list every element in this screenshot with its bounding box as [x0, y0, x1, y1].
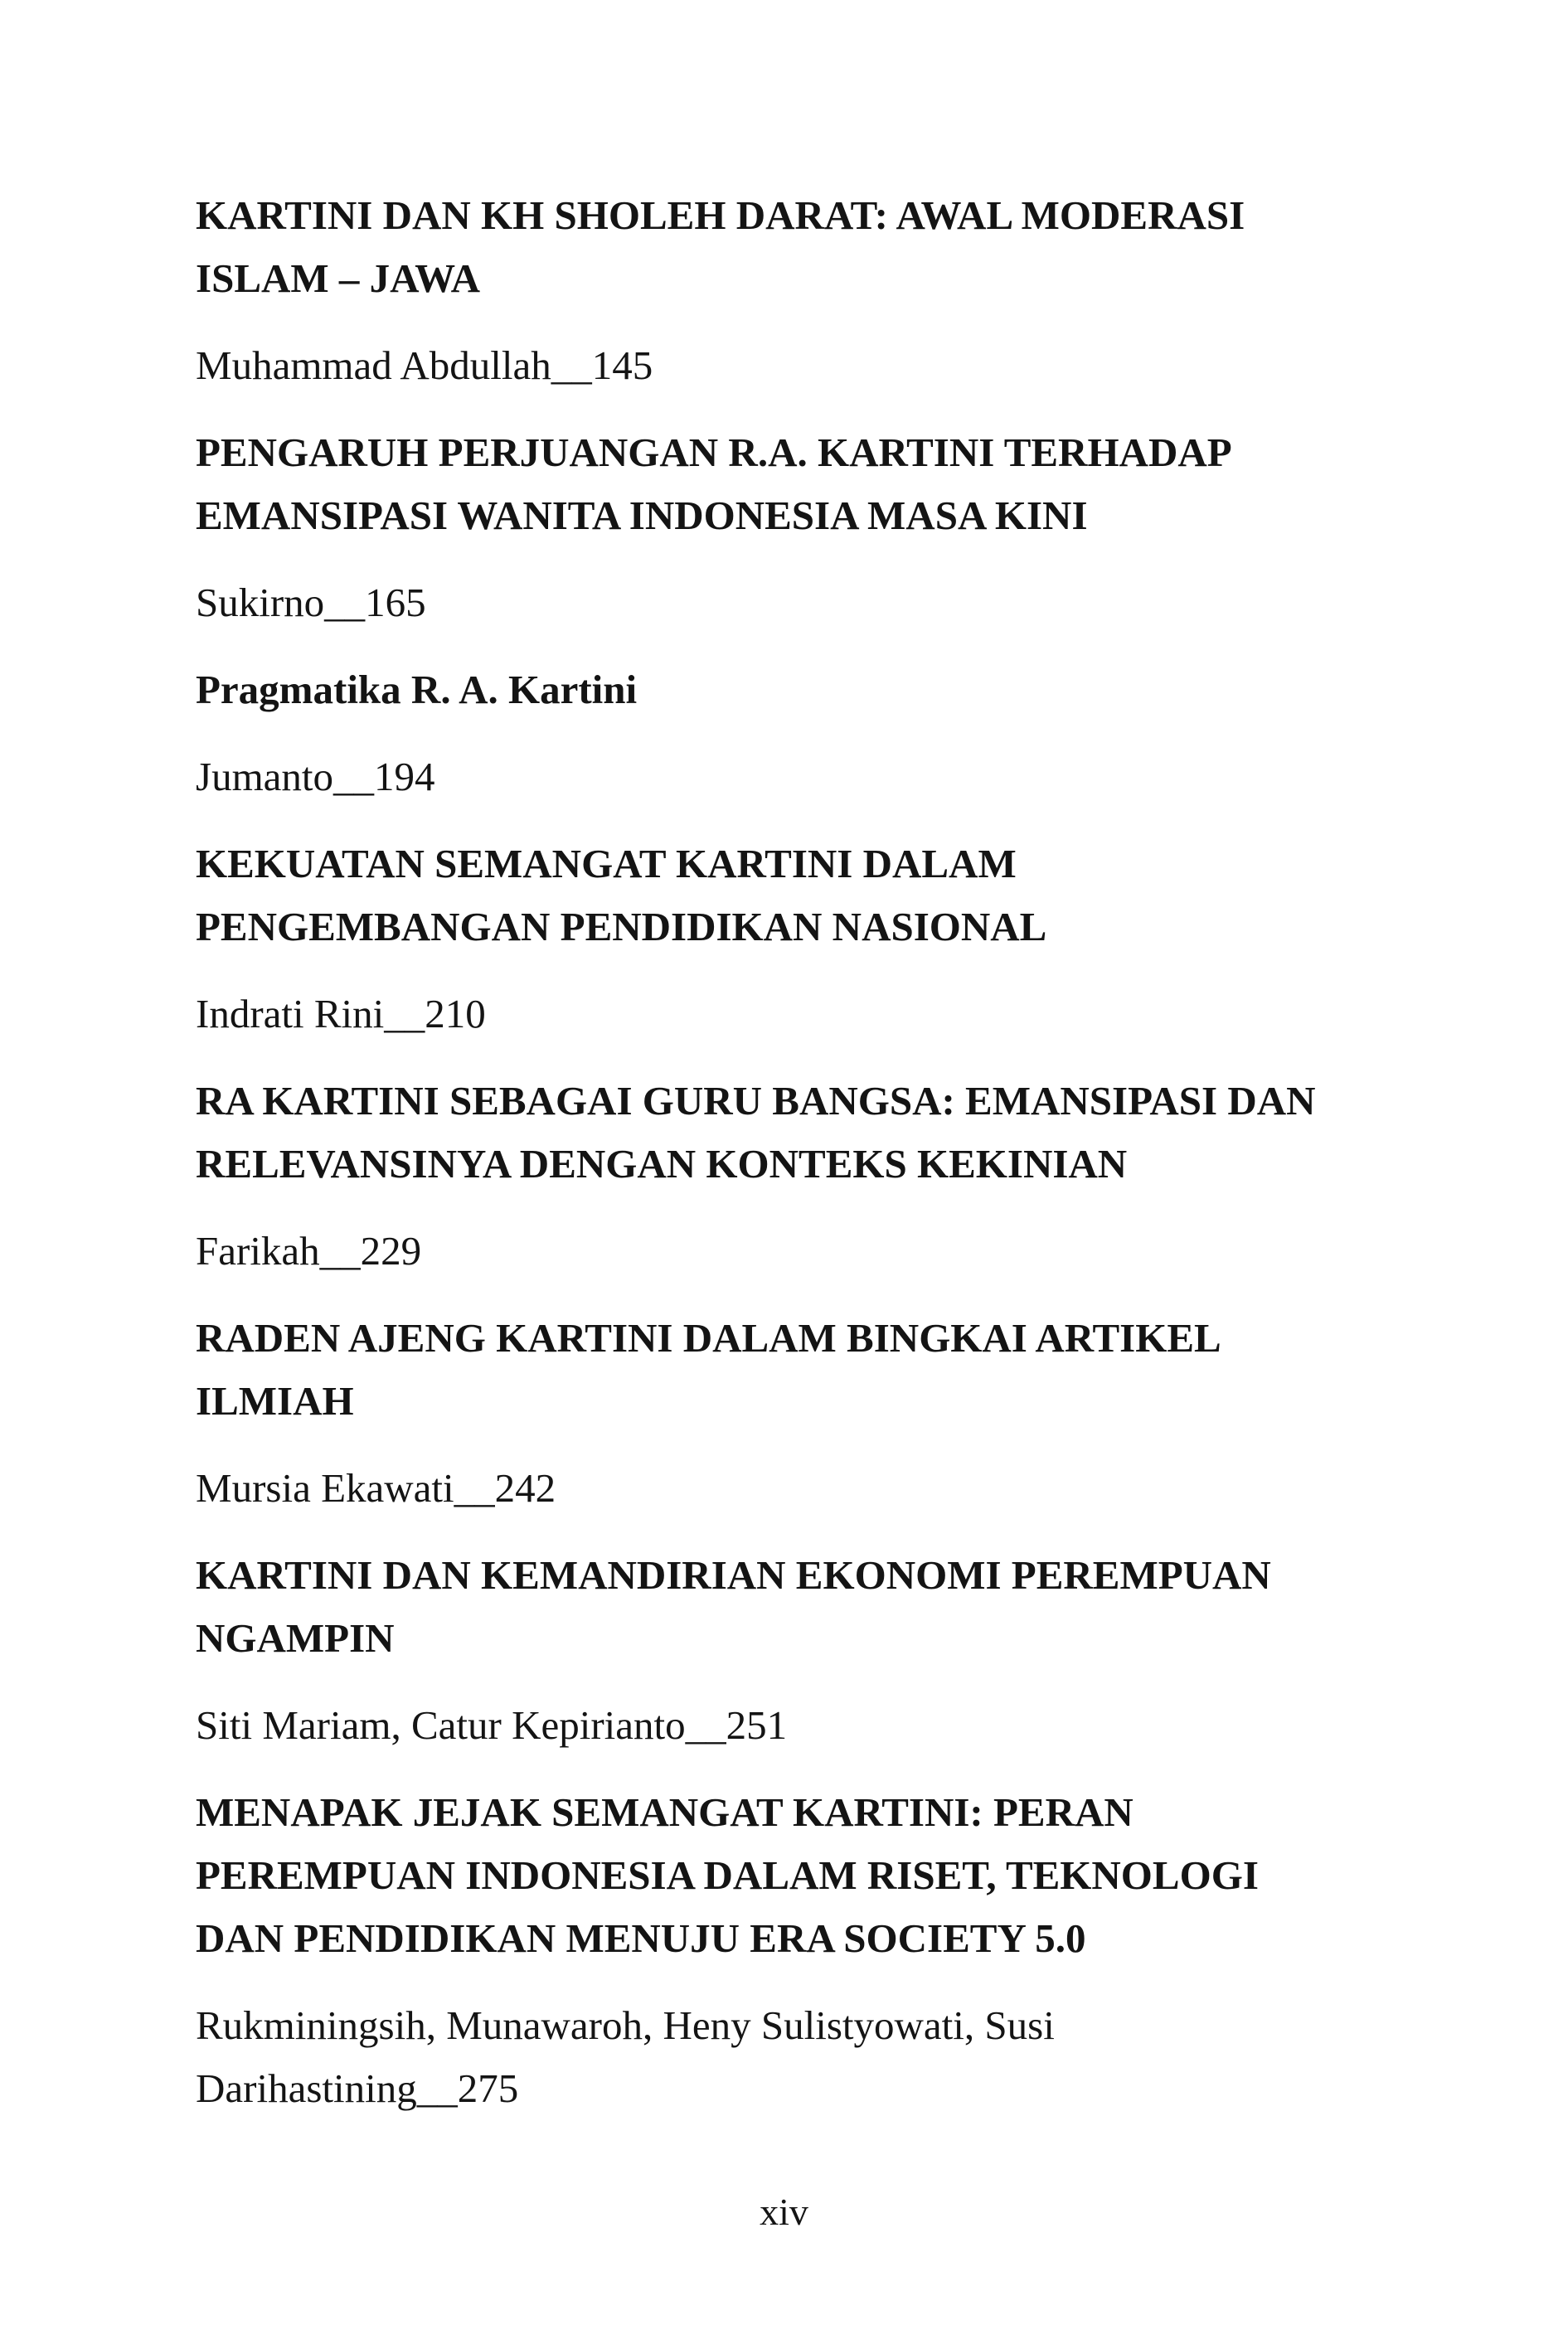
toc-entry	[196, 421, 1390, 634]
toc-entry	[196, 1307, 1390, 1520]
chapter-author-page	[196, 1994, 1390, 2120]
chapter-title-line: PENGARUH PERJUANGAN R.A. KARTINI TERHADAP	[196, 430, 1232, 475]
chapter-title-line: PEREMPUAN INDONESIA DALAM RISET, TEKNOLOGI	[196, 1852, 1259, 1898]
chapter-title-line: MENAPAK JEJAK SEMANGAT KARTINI: PERAN	[196, 1789, 1134, 1835]
chapter-title-line: Pragmatika R. A. Kartini	[196, 667, 638, 712]
toc-entry	[196, 184, 1390, 397]
chapter-title	[196, 1781, 1390, 1970]
chapter-author-page: Jumanto__194	[196, 754, 435, 799]
chapter-title-line: RELEVANSINYA DENGAN KONTEKS KEKINIAN	[196, 1141, 1128, 1187]
table-of-contents	[196, 184, 1390, 2144]
author-line: Rukminingsih, Munawaroh, Heny Sulistyowati, Susi	[196, 2002, 1055, 2048]
chapter-title-line: RA KARTINI SEBAGAI GURU BANGSA: EMANSIPASI DAN	[196, 1078, 1316, 1124]
chapter-title-line: KARTINI DAN KH SHOLEH DARAT: AWAL MODERASI	[196, 192, 1245, 238]
chapter-title-line: RADEN AJENG KARTINI DALAM BINGKAI ARTIKEL	[196, 1315, 1221, 1361]
chapter-title-line: KARTINI DAN KEMANDIRIAN EKONOMI PEREMPUAN	[196, 1552, 1271, 1598]
chapter-title	[196, 1070, 1390, 1196]
chapter-title-line: DAN PENDIDIKAN MENUJU ERA SOCIETY 5.0	[196, 1915, 1086, 1961]
chapter-title-line: KEKUATAN SEMANGAT KARTINI DALAM	[196, 841, 1017, 886]
chapter-title	[196, 421, 1390, 547]
toc-entry	[196, 832, 1390, 1046]
toc-entry	[196, 1070, 1390, 1283]
author-line: Darihastining__275	[196, 2065, 519, 2111]
page-number: xiv	[760, 2191, 808, 2233]
chapter-author-page: Sukirno__165	[196, 580, 426, 625]
chapter-title-line: EMANSIPASI WANITA INDONESIA MASA KINI	[196, 493, 1088, 538]
chapter-author-page: Mursia Ekawati__242	[196, 1465, 556, 1511]
toc-entry	[196, 658, 1390, 808]
chapter-title-line: PENGEMBANGAN PENDIDIKAN NASIONAL	[196, 904, 1047, 949]
chapter-title	[196, 658, 1390, 721]
chapter-title-line: ISLAM – JAWA	[196, 255, 481, 301]
chapter-author-page: Indrati Rini__210	[196, 991, 486, 1036]
chapter-title	[196, 1544, 1390, 1670]
chapter-author-page: Siti Mariam, Catur Kepirianto__251	[196, 1702, 788, 1748]
toc-entry	[196, 1544, 1390, 1757]
chapter-title	[196, 832, 1390, 959]
chapter-author-page: Farikah__229	[196, 1228, 422, 1274]
toc-entry	[196, 1781, 1390, 2120]
chapter-title-line: NGAMPIN	[196, 1615, 395, 1661]
chapter-title	[196, 184, 1390, 310]
chapter-author-page: Muhammad Abdullah__145	[196, 342, 653, 388]
chapter-title	[196, 1307, 1390, 1433]
chapter-title-line: ILMIAH	[196, 1378, 354, 1424]
